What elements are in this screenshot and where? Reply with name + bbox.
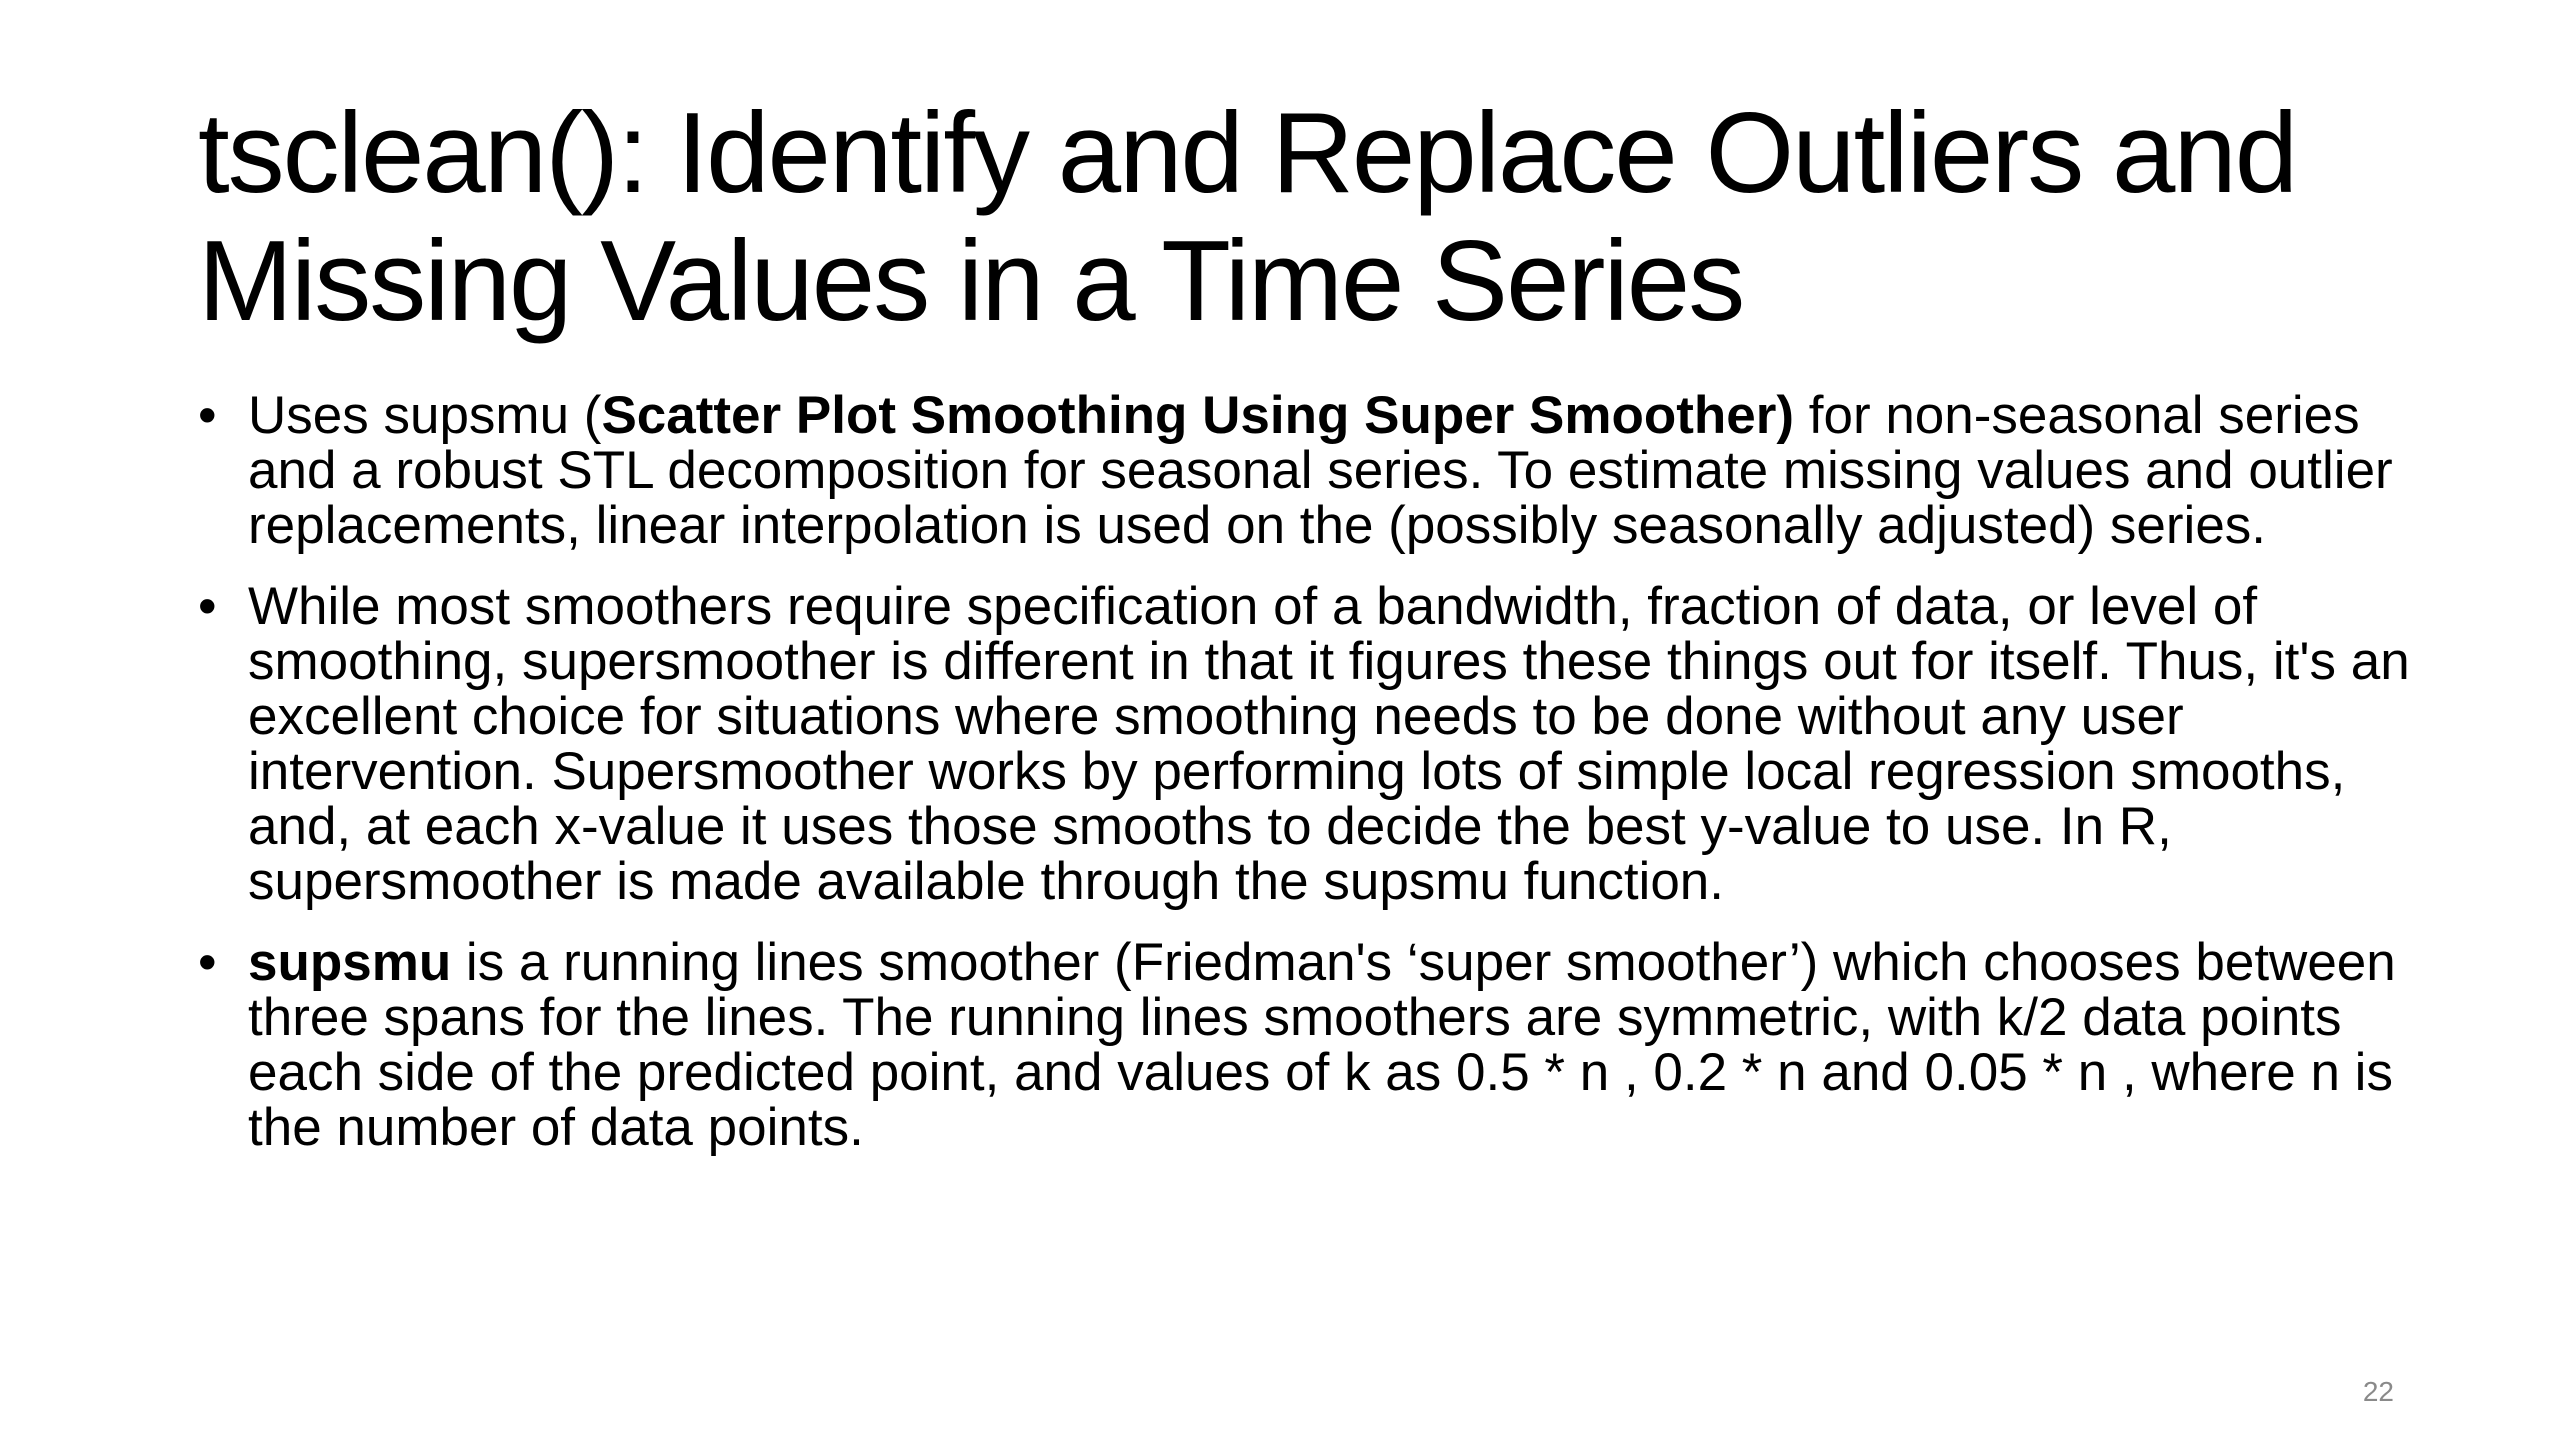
bullet-text-prefix: Uses supsmu ( (248, 386, 602, 445)
bullet-item-supsmu-spans (198, 935, 2458, 1155)
bullet-text: While most smoothers require specification of a bandwidth, fraction of data, or level of smoothing, supersmoother is different in that it figures these things out for itself. Thus, it's an excellent choice for situations where smoothing needs to be done without any user intervention. Supersmoother works by performing lots of simple local regression smooths, and, at each x-value it uses those smooths to decide the best y-value to use. In R, supersmoother is made available through the supsmu function. (248, 577, 2410, 911)
bullet-list (198, 388, 2458, 1181)
bullet-icon: • (198, 386, 217, 445)
bullet-text-bold: Scatter Plot Smoothing Using Super Smoother) (601, 386, 1795, 445)
bullet-icon: • (198, 933, 217, 992)
bullet-text-bold: supsmu (248, 933, 452, 992)
bullet-icon: • (198, 577, 217, 636)
page-number: 22 (2362, 1376, 2394, 1407)
bullet-text-suffix: is a running lines smoother (Friedman's ‘super smoother’) which chooses between three spans for the lines. The running lines smoothers are symmetric, with k/2 data points each side of the predicted point, and values of k as 0.5 * n , 0.2 * n and 0.05 * n , where n is the number of data points. (248, 933, 2396, 1157)
bullet-item-supersmoother-description (198, 579, 2458, 909)
bullet-text-suffix: for non-seasonal series and a robust STL decomposition for seasonal series. To estimate missing values and outlier replacements, linear interpolation is used on the (possibly seasonally adjusted) series. (248, 386, 2393, 555)
slide-title: tsclean(): Identify and Replace Outliers and Missing Values in a Time Series (198, 90, 2297, 345)
bullet-item-supsmu-overview (198, 388, 2458, 553)
